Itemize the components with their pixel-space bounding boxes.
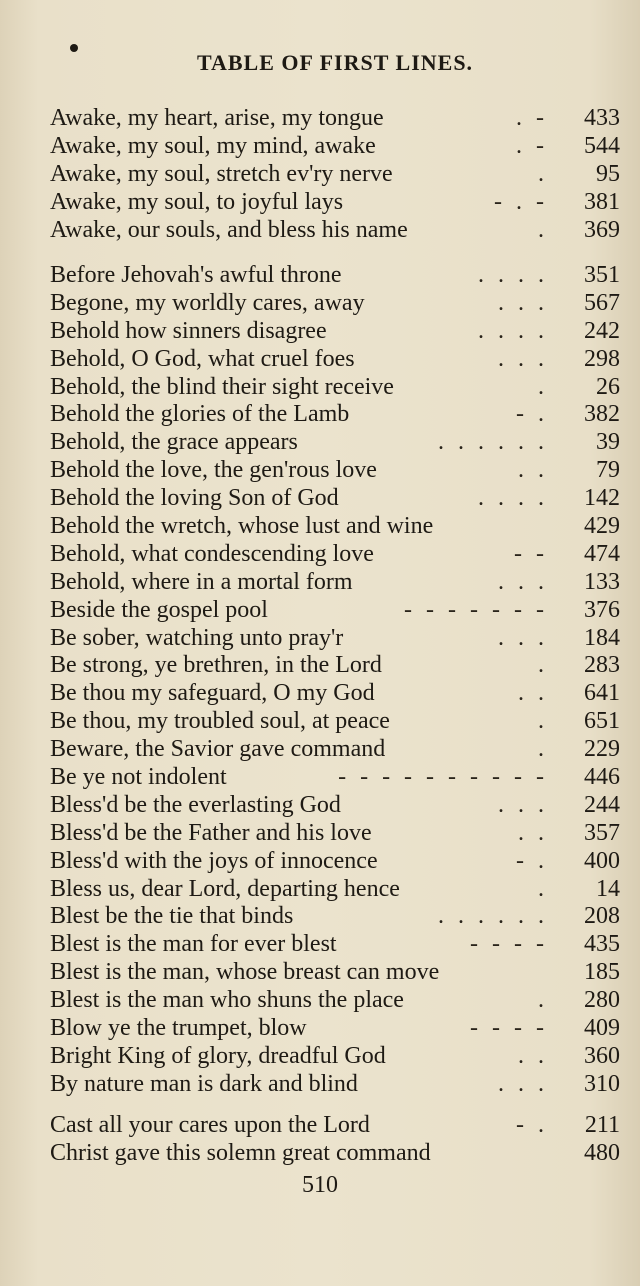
first-line-text: By nature man is dark and blind: [50, 1070, 358, 1097]
first-line-text: Be sober, watching unto pray'r: [50, 624, 344, 651]
leader-dots: .: [538, 708, 548, 735]
first-line-text: Behold how sinners disagree: [50, 317, 327, 344]
leader-dots: . . . .: [478, 317, 548, 344]
first-line-text: Behold, the blind their sight receive: [50, 373, 394, 400]
hymn-number: 39: [596, 429, 620, 456]
leader-dots: - - - - - - -: [404, 596, 548, 623]
leader-dots: . -: [516, 132, 548, 159]
leader-dots: - .: [516, 847, 548, 874]
hymn-number: 211: [584, 1112, 620, 1138]
first-line-text: Behold the wretch, whose lust and wine: [50, 513, 434, 540]
index-row: [50, 625, 620, 653]
hymn-number: 400: [584, 847, 620, 874]
hymn-number: 376: [584, 596, 620, 623]
hymn-number: 369: [584, 216, 620, 243]
first-line-text: Bright King of glory, dreadful God: [50, 1042, 386, 1069]
hymn-number: 480: [584, 1139, 620, 1166]
index-row: [50, 429, 620, 457]
first-line-text: Christ gave this solemn great command: [50, 1139, 431, 1166]
index-row: [50, 792, 620, 820]
leader-dots: - - - -: [470, 931, 548, 958]
first-line-text: Awake, our souls, and bless his name: [50, 216, 408, 243]
leader-dots: .: [538, 875, 548, 902]
hymn-number: 242: [584, 317, 620, 344]
hymn-number: 446: [584, 764, 620, 791]
first-line-text: Behold the loving Son of God: [50, 485, 339, 512]
hymn-number: 142: [584, 485, 620, 512]
leader-dots: . .: [518, 1042, 548, 1069]
first-line-text: Awake, my soul, stretch ev'ry nerve: [50, 160, 393, 187]
leader-dots: . . .: [498, 568, 548, 595]
index-row: [50, 848, 620, 876]
leader-dots: . .: [518, 457, 548, 484]
index-row: [50, 318, 620, 346]
index-row: [50, 161, 620, 189]
first-line-text: Be ye not indolent: [50, 764, 227, 791]
index-row: [50, 1140, 620, 1168]
index-row: [50, 820, 620, 848]
index-row: [50, 569, 620, 597]
page-header: TABLE OF FIRST LINES.: [196, 50, 474, 75]
leader-dots: . .: [518, 680, 548, 707]
first-line-text: Blest is the man, whose breast can move: [50, 959, 440, 986]
first-line-text: Beside the gospel pool: [50, 596, 268, 623]
leader-dots: - - - -: [470, 1015, 548, 1042]
first-line-text: Blest is the man for ever blest: [50, 931, 337, 958]
index-row: [50, 708, 620, 736]
leader-dots: - -: [514, 540, 548, 567]
index-row: [50, 189, 620, 217]
hymn-number: 208: [584, 903, 620, 930]
index-row: [50, 1071, 620, 1099]
hymn-number: 382: [584, 401, 620, 428]
hymn-number: 283: [584, 652, 620, 679]
first-line-text: Be thou, my troubled soul, at peace: [50, 708, 390, 735]
leader-dots: . . .: [498, 345, 548, 372]
index-group-awake: [50, 105, 620, 244]
hymn-number: 14: [596, 875, 620, 902]
leader-dots: . . .: [498, 289, 548, 316]
hymn-number: 641: [584, 680, 620, 707]
leader-dots: - . -: [494, 188, 548, 215]
page-number: 510: [302, 1172, 338, 1198]
hymn-number: 351: [584, 262, 620, 288]
first-line-text: Be strong, ye brethren, in the Lord: [50, 652, 382, 679]
hymn-number: 567: [584, 289, 620, 316]
first-line-text: Bless'd with the joys of innocence: [50, 847, 378, 874]
first-line-text: Be thou my safeguard, O my God: [50, 680, 375, 707]
first-line-text: Bless us, dear Lord, departing hence: [50, 875, 400, 902]
hymn-number: 409: [584, 1015, 620, 1042]
first-line-text: Blest be the tie that binds: [50, 903, 294, 930]
leader-dots: . . .: [498, 791, 548, 818]
leader-dots: . -: [516, 105, 548, 131]
index-row: [50, 876, 620, 904]
index-row: [50, 764, 620, 792]
hymn-number: 544: [584, 132, 620, 159]
first-line-text: Blest is the man who shuns the place: [50, 987, 404, 1014]
hymn-number: 381: [584, 188, 620, 215]
leader-dots: .: [538, 216, 548, 243]
hymn-number: 280: [584, 987, 620, 1014]
index-group-c: [50, 1112, 620, 1168]
leader-dots: - .: [516, 401, 548, 428]
hymn-number: 244: [584, 791, 620, 818]
index-row: [50, 987, 620, 1015]
leader-dots: - .: [516, 1112, 548, 1138]
hymn-number: 429: [584, 513, 620, 540]
first-line-text: Behold, where in a mortal form: [50, 568, 353, 595]
hymn-number: 360: [584, 1042, 620, 1069]
hymn-number: 185: [584, 959, 620, 986]
hymn-number: 357: [584, 819, 620, 846]
first-line-text: Awake, my soul, to joyful lays: [50, 188, 344, 215]
hymn-number: 474: [584, 540, 620, 567]
hymn-number: 229: [584, 736, 620, 763]
leader-dots: . . . . . .: [438, 429, 548, 456]
hymn-number: 435: [584, 931, 620, 958]
index-row: [50, 133, 620, 161]
first-line-text: Awake, my soul, my mind, awake: [50, 132, 376, 159]
index-row: [50, 1015, 620, 1043]
first-line-text: Behold, the grace appears: [50, 429, 298, 456]
index-row: [50, 1112, 620, 1140]
leader-dots: .: [538, 987, 548, 1014]
first-line-text: Behold the love, the gen'rous love: [50, 457, 377, 484]
hymn-number: 184: [584, 624, 620, 651]
hymn-number: 133: [584, 568, 620, 595]
index-row: [50, 485, 620, 513]
index-row: [50, 1043, 620, 1071]
leader-dots: .: [538, 160, 548, 187]
hymn-number: 79: [596, 457, 620, 484]
first-line-text: Before Jehovah's awful throne: [50, 262, 342, 288]
index-row: [50, 931, 620, 959]
index-row: [50, 736, 620, 764]
index-row: [50, 262, 620, 290]
index-row: [50, 903, 620, 931]
leader-dots: . .: [518, 819, 548, 846]
leader-dots: . . . .: [478, 485, 548, 512]
first-line-text: Bless'd be the everlasting God: [50, 791, 341, 818]
index-row: [50, 597, 620, 625]
first-line-text: Behold, O God, what cruel foes: [50, 345, 355, 372]
leader-dots: .: [538, 736, 548, 763]
index-row: [50, 346, 620, 374]
first-line-text: Bless'd be the Father and his love: [50, 819, 372, 846]
index-row: [50, 374, 620, 402]
leader-dots: - - - - - - - - - -: [338, 764, 548, 791]
leader-dots: .: [538, 652, 548, 679]
first-line-text: Blow ye the trumpet, blow: [50, 1015, 307, 1042]
leader-dots: . . . .: [478, 262, 548, 288]
hymn-number: 26: [596, 373, 620, 400]
first-line-text: Awake, my heart, arise, my tongue: [50, 105, 384, 131]
index-row: [50, 457, 620, 485]
first-line-text: Behold the glories of the Lamb: [50, 401, 350, 428]
index-row: [50, 680, 620, 708]
hymn-number: 298: [584, 345, 620, 372]
leader-dots: . . .: [498, 1070, 548, 1097]
index-row: [50, 541, 620, 569]
leader-dots: . . .: [498, 624, 548, 651]
first-line-text: Begone, my worldly cares, away: [50, 289, 365, 316]
hymn-number: 95: [596, 160, 620, 187]
leader-dots: .: [538, 373, 548, 400]
index-group-b: [50, 262, 620, 1099]
index-row: [50, 217, 620, 245]
index-row: [50, 290, 620, 318]
hymn-number: 433: [584, 105, 620, 131]
index-row: [50, 959, 620, 987]
first-line-text: Cast all your cares upon the Lord: [50, 1112, 370, 1138]
index-row: [50, 105, 620, 133]
first-line-text: Behold, what condescending love: [50, 540, 374, 567]
first-line-text: Beware, the Savior gave command: [50, 736, 386, 763]
hymn-number: 651: [584, 708, 620, 735]
leader-dots: . . . . . .: [438, 903, 548, 930]
index-row: [50, 513, 620, 541]
hymn-number: 310: [584, 1070, 620, 1097]
index-row: [50, 401, 620, 429]
index-row: [50, 652, 620, 680]
